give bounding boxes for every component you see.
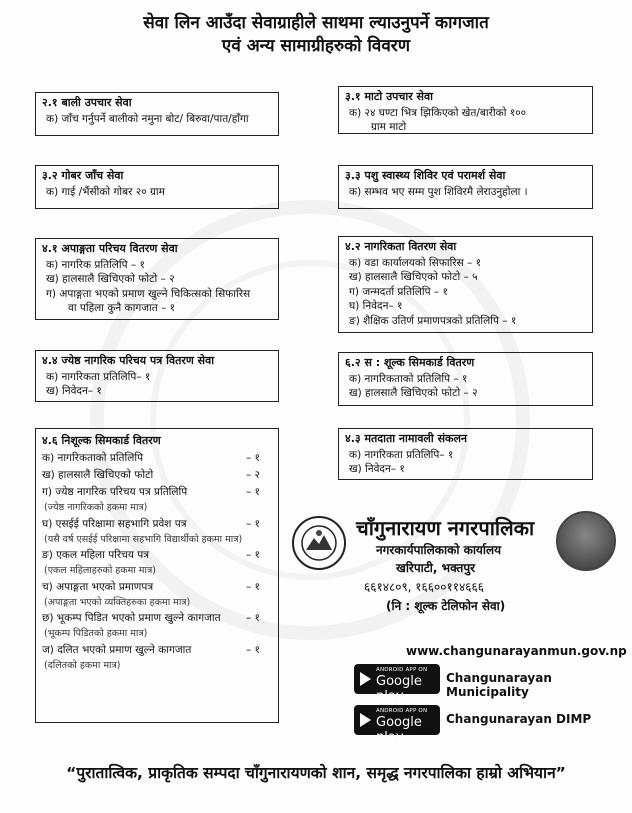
item-qty: – १ — [245, 643, 260, 656]
item-note: (दलितको हकमा मात्र) — [44, 659, 121, 671]
org-address: खरिपाटी, भक्तपुर — [396, 561, 476, 575]
section-disability-card — [35, 238, 279, 320]
section-heading: ४.३ मतदाता नामावली संकलन — [345, 432, 468, 445]
list-item: घ) निवेदन– १ — [349, 300, 403, 312]
item-qty: – १ — [245, 517, 260, 530]
website-link[interactable]: www.changunarayanmun.gov.np — [406, 644, 627, 658]
list-item: ख) निवेदन– १ — [349, 463, 405, 475]
section-heading: ४.१ अपाङ्गता परिचय वितरण सेवा — [42, 242, 178, 255]
item-label: घ) एसईई परिक्षामा सहभागि प्रवेश पत्र — [42, 517, 187, 530]
list-item: क) नागरिकताको प्रतिलिपि – १ — [349, 372, 468, 385]
item-note: (भूकम्प पिडितको हकमा मात्र) — [44, 628, 148, 639]
list-item: ख) हालसालै खिचिएको फोटो – २ — [349, 387, 478, 399]
app2-label: Changunarayan DIMP — [446, 712, 592, 726]
app1-label: Changunarayan Municipality — [446, 671, 552, 699]
badge-big-text: Google play — [376, 674, 422, 704]
list-item — [42, 467, 272, 484]
section-heading: ३.१ माटो उपचार सेवा — [345, 90, 433, 103]
list-item — [42, 450, 272, 467]
list-item: ख) हालसालै खिचिएको फोटो – २ — [46, 273, 175, 285]
badge-small-text: ANDROID APP ON — [376, 708, 428, 714]
list-item: ङ) शैक्षिक उतिर्ण प्रमाणपत्रको प्रतिलिपि – १ — [349, 314, 517, 327]
badge-big-text: Google play — [376, 715, 422, 745]
list-item: ग) जन्मदर्ता प्रतिलिपि – १ — [349, 285, 448, 298]
section-heading: २.१ बाली उपचार सेवा — [42, 96, 132, 109]
list-item: क) सम्भव भए सम्म पुश शिविरमै लेराउनुहोला । — [349, 185, 528, 198]
item-qty: – १ — [245, 549, 260, 561]
play-icon — [360, 672, 371, 686]
section-heading: ३.२ गोबर जाँच सेवा — [42, 169, 124, 182]
item-qty: – १ — [245, 612, 260, 624]
list-item — [42, 484, 272, 501]
list-item: क) नागरिक प्रतिलिपि – १ — [46, 258, 145, 271]
item-qty: – १ — [245, 486, 260, 498]
section-heading: ४.६ निशूल्क सिमकार्ड वितरण — [42, 434, 161, 447]
list-item: क) नागरिकता प्रतिलिपि– १ — [349, 448, 454, 461]
org-office: नगरकार्यपालिकाको कार्यालय — [376, 543, 502, 557]
section-free-simcard — [35, 428, 279, 723]
item-label: च) अपाङ्गता भएको प्रमाणपत्र — [42, 580, 154, 593]
item-qty: – १ — [245, 580, 260, 593]
page-subtitle: एवं अन्य सामाग्रीहरुको विवरण — [221, 36, 411, 56]
item-note: (अपाङ्गता भएको व्यक्तिहरुका हकमा मात्र) — [44, 596, 191, 608]
temple-photo — [556, 511, 616, 571]
section-heading: ४.२ नागरिकता वितरण सेवा — [345, 240, 457, 253]
list-item: ग) अपाङ्गता भएको प्रमाण खुल्ने चिकित्सको सिफारिस — [46, 287, 251, 300]
list-item: ख) निवेदन– १ — [46, 385, 102, 397]
item-label: ख) हालसालै खिचिएको फोटो — [42, 469, 154, 481]
list-item — [42, 516, 272, 533]
item-note: (ज्येष्ठ नागरिकको हकमा मात्र) — [44, 502, 148, 513]
list-item — [42, 579, 272, 596]
item-note: (यसै वर्ष एसईई परिक्षामा सहभागि विद्यार्थीको हकमा मात्र) — [44, 533, 243, 545]
list-item: ख) हालसालै खिचिएको फोटो – ५ — [349, 271, 478, 283]
emblem-icon — [299, 523, 339, 563]
section-animal-health-camp — [338, 165, 593, 209]
org-phone: ६६१४८०९, १६६००११४६६६ — [364, 580, 484, 594]
list-item: क) २४ घण्टा भित्र झिकिएको खेत/बारीको १०० — [349, 106, 527, 119]
free-phone-service: (नि : शूल्क टेलिफोन सेवा) — [386, 599, 506, 613]
list-item: क) वडा कार्यालयको सिफारिस – १ — [349, 256, 482, 269]
list-item: वा पहिला कुनै कागजात – १ — [68, 302, 176, 314]
item-label: ग) ज्येष्ठ नागरिक परिचय पत्र प्रतिलिपि — [42, 486, 188, 498]
list-item — [42, 642, 272, 659]
org-name: चाँगुनारायण नगरपालिका — [356, 516, 535, 540]
item-qty: – १ — [245, 452, 260, 464]
play-icon — [360, 713, 371, 727]
list-item — [42, 547, 272, 564]
section-heading: ४.४ ज्येष्ठ नागरिक परिचय पत्र वितरण सेवा — [42, 354, 215, 367]
list-item: क) नागरिकता प्रतिलिपि– १ — [46, 370, 151, 383]
item-label: ङ) एकल महिला परिचय पत्र — [42, 549, 150, 561]
google-play-badge[interactable] — [354, 664, 440, 704]
section-senior-citizen-card — [35, 350, 279, 402]
section-heading: ६.२ स : शूल्क सिमकार्ड वितरण — [345, 356, 475, 369]
page-title: सेवा लिन आउँदा सेवाग्राहीले साथमा ल्याउनुपर्ने कागजात — [143, 13, 489, 33]
item-qty: – २ — [245, 469, 260, 481]
section-crop-treatment — [35, 92, 279, 136]
section-dung-test — [35, 165, 279, 209]
badge-small-text: ANDROID APP ON — [376, 667, 428, 673]
list-item: ग्राम माटो — [371, 121, 407, 133]
item-label: छ) भूकम्प पिडित भएको प्रमाण खुल्ने कागजात — [42, 612, 221, 624]
section-heading: ३.३ पशु स्वास्थ्य शिविर एवं परामर्श सेवा — [345, 169, 506, 182]
municipality-logo — [292, 516, 346, 570]
google-play-badge[interactable] — [354, 705, 440, 745]
item-note: (एकल महिलाहरुको हकमा मात्र) — [44, 565, 156, 576]
list-item: क) गाई /भैंसीको गोबर २० ग्राम — [46, 185, 165, 198]
section-paid-simcard — [338, 352, 593, 406]
list-item: क) जाँच गर्नुपर्ने बालीको नमुना बोट/ बिरुवा/पात/हाँगा — [46, 112, 249, 125]
item-label: ज) दलित भएको प्रमाण खुल्ने कागजात — [42, 643, 192, 656]
item-label: क) नागरिकताको प्रतिलिपि — [42, 452, 144, 464]
section-citizenship — [338, 236, 593, 333]
section-voter-list — [338, 428, 593, 480]
slogan: “पुरातात्विक, प्राकृतिक सम्पदा चाँगुनारायणको शान, समृद्ध नगरपालिका हाम्रो अभियान” — [66, 764, 566, 782]
list-item — [42, 610, 272, 627]
section-soil-treatment — [338, 86, 593, 134]
